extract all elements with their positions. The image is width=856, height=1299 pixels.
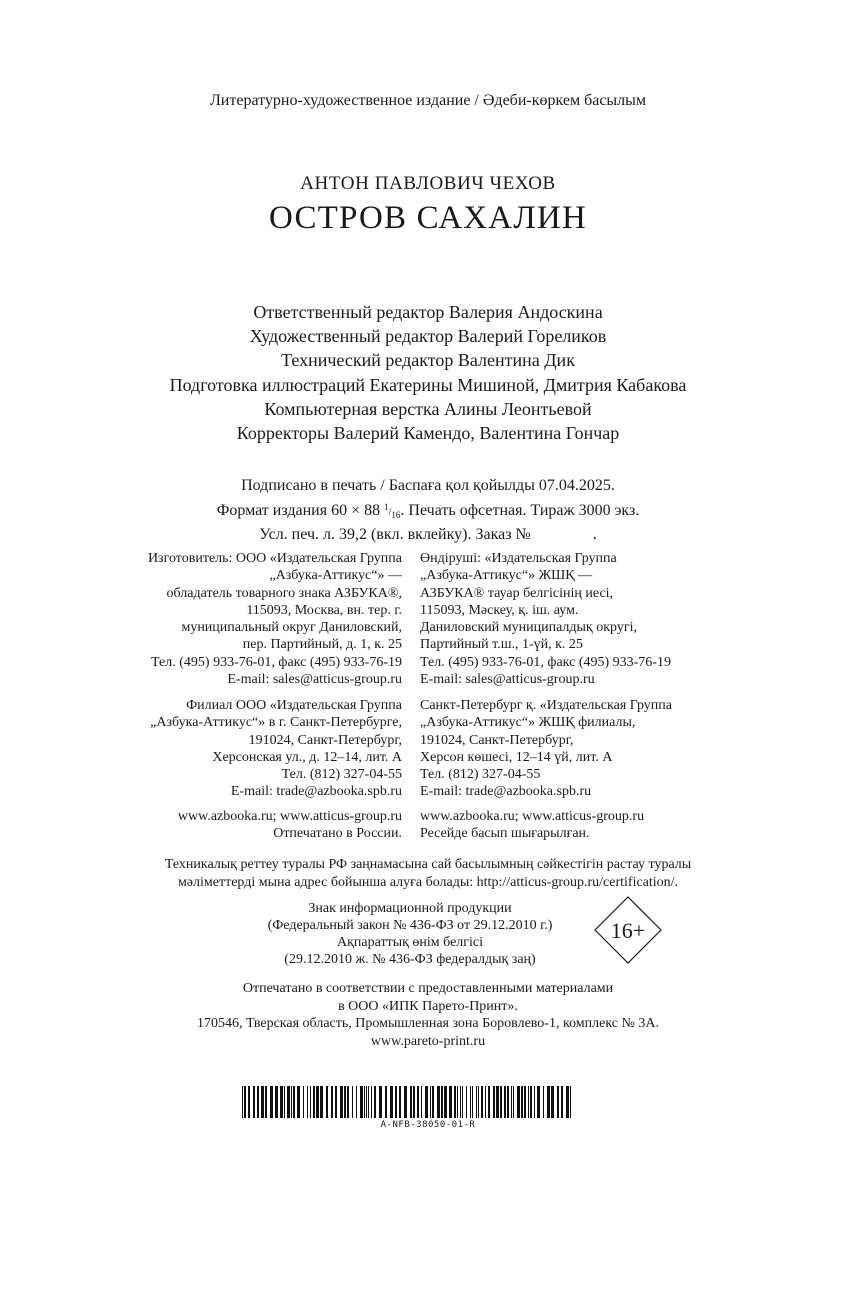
tech-line: мәліметтерді мына адрес бойынша алуға болады: http://atticus-group.ru/certification/.: [177, 874, 679, 890]
age-rating-badge: [594, 896, 662, 964]
format-suffix: . Печать офсетная. Тираж 3000 экз.: [400, 501, 640, 519]
manufacturer-ru-line: пер. Партийный, д. 1, к. 25: [242, 637, 402, 653]
book-author: АНТОН ПАВЛОВИЧ ЧЕХОВ: [300, 173, 556, 194]
printer-info: [0, 980, 856, 1050]
format-line: [0, 497, 856, 526]
info-sign-text: [230, 900, 590, 968]
manufacturer-ru-line: „Азбука-Аттикус“» —: [269, 568, 402, 584]
manufacturer-kz-line: АЗБУКА® тауар белгісінің иесі,: [420, 585, 614, 601]
printer-line: Отпечатано в соответствии с предоставленными материалами: [242, 981, 614, 996]
format-num: 1: [384, 501, 389, 512]
info-sign-line: Знак информационной продукции: [308, 901, 512, 916]
barcode-image: [242, 1086, 571, 1118]
signed-date: Подписано в печать / Баспаға қол қойылды 07.04.2025.: [241, 477, 615, 494]
branch-kz-line: Санкт-Петербург қ. «Издательская Группа: [420, 698, 672, 713]
manufacturer-kz-line: Өндіруші: «Издательская Группа: [420, 551, 617, 566]
branch-kz-line: „Азбука-Аттикус“» ЖШҚ филиалы,: [420, 715, 636, 731]
manufacturer-kz-line: „Азбука-Аттикус“» ЖШҚ —: [420, 568, 593, 584]
print-info: [0, 476, 856, 546]
manufacturer-kz-line: Даниловский муниципалдық округі,: [420, 620, 637, 636]
info-sign-line: Ақпараттық өнім белгісі: [336, 935, 484, 950]
tech-line: Техникалық реттеу туралы РФ заңнамасына сай басылымның сәйкестігін растау туралы: [164, 857, 692, 872]
manufacturer-ru-line: Тел. (495) 933-76-01, факс (495) 933-76-19: [151, 654, 402, 670]
sheets-text: Усл. печ. л. 39,2 (вкл. вклейку). Заказ №: [259, 526, 531, 543]
web-kz: [420, 808, 840, 843]
barcode-code: A-NFB-38050-01-R: [380, 1120, 476, 1130]
manufacturer-ru-line: 115093, Москва, вн. тер. г.: [246, 602, 402, 618]
manufacturer-ru-line: муниципальный округ Даниловский,: [181, 620, 402, 636]
credit-line: Подготовка иллюстраций Екатерины Мишиной, Дмитрия Кабакова: [169, 374, 687, 395]
sheets-end: .: [592, 526, 597, 543]
branch-ru-line: „Азбука-Аттикус“» в г. Санкт-Петербурге,: [150, 715, 402, 731]
info-sign-line: (29.12.2010 ж. № 436-ФЗ федералдық заң): [284, 952, 536, 967]
branch-ru-line: Херсонская ул., д. 12–14, лит. А: [212, 749, 402, 765]
tech-regulation: [0, 856, 856, 891]
printer-line: в ООО «ИПК Парето-Принт».: [338, 998, 518, 1014]
manufacturer-kz-line: Тел. (495) 933-76-01, факс (495) 933-76-19: [420, 654, 671, 670]
manufacturer-ru-line: обладатель товарного знака АЗБУКА®,: [166, 585, 402, 601]
edition-type: Литературно-художественное издание / Әдеби-көркем басылым: [209, 92, 647, 109]
manufacturer-ru-line: E-mail: sales@atticus-group.ru: [227, 672, 402, 688]
format-den: 16: [391, 509, 401, 520]
web-ru-line: Отпечатано в России.: [273, 826, 402, 842]
printer-line: 170546, Тверская область, Промышленная зона Боровлево-1, комплекс № 3А.: [197, 1016, 659, 1031]
credit-line: Корректоры Валерий Камендо, Валентина Гончар: [236, 423, 620, 444]
branch-kz-line: Херсон көшесі, 12–14 үй, лит. А: [420, 749, 613, 765]
branch-kz-line: Тел. (812) 327-04-55: [420, 767, 541, 783]
format-fraction: $^1/_{16}$: [384, 501, 401, 520]
web-ru: [0, 808, 402, 843]
branch-ru-line: E-mail: trade@azbooka.spb.ru: [230, 784, 402, 800]
manufacturer-kz-line: 115093, Мәскеу, қ. іш. аум.: [420, 602, 579, 618]
diamond-icon: [594, 896, 662, 964]
book-title: ОСТРОВ САХАЛИН: [269, 200, 587, 236]
sheets-line: [0, 525, 856, 546]
age-rating: 16+: [610, 918, 646, 943]
info-sign-line: (Федеральный закон № 436-ФЗ от 29.12.2010 г.): [267, 918, 553, 933]
branch-kz-line: E-mail: trade@azbooka.spb.ru: [420, 784, 592, 800]
printer-line: www.pareto-print.ru: [370, 1033, 486, 1049]
credit-line: Компьютерная верстка Алины Леонтьевой: [264, 398, 592, 419]
branch-kz: [420, 697, 840, 801]
manufacturer-kz: [420, 550, 840, 688]
web-kz-line: Ресейде басып шығарылған.: [420, 826, 590, 842]
credit-line: Ответственный редактор Валерия Андоскина: [253, 302, 603, 322]
branch-ru-line: Тел. (812) 327-04-55: [281, 767, 402, 783]
branch-ru-line: Филиал ООО «Издательская Группа: [186, 698, 402, 713]
manufacturer-ru: [0, 550, 402, 688]
branch-kz-line: 191024, Санкт-Петербург,: [420, 732, 574, 748]
credits-block: [0, 300, 856, 445]
web-kz-line: www.azbooka.ru; www.atticus-group.ru: [420, 809, 645, 824]
manufacturer-ru-line: Изготовитель: ООО «Издательская Группа: [147, 551, 402, 566]
credit-line: Художественный редактор Валерий Гореликов: [249, 326, 607, 347]
format-prefix: Формат издания 60 × 88: [216, 501, 381, 519]
credit-line: Технический редактор Валентина Дик: [281, 350, 575, 371]
manufacturer-kz-line: E-mail: sales@atticus-group.ru: [420, 672, 595, 688]
branch-ru: [0, 697, 402, 801]
branch-ru-line: 191024, Санкт-Петербург,: [248, 732, 402, 748]
manufacturer-kz-line: Партийный т.ш., 1-үй, к. 25: [420, 637, 583, 653]
web-ru-line: www.azbooka.ru; www.atticus-group.ru: [177, 809, 402, 824]
